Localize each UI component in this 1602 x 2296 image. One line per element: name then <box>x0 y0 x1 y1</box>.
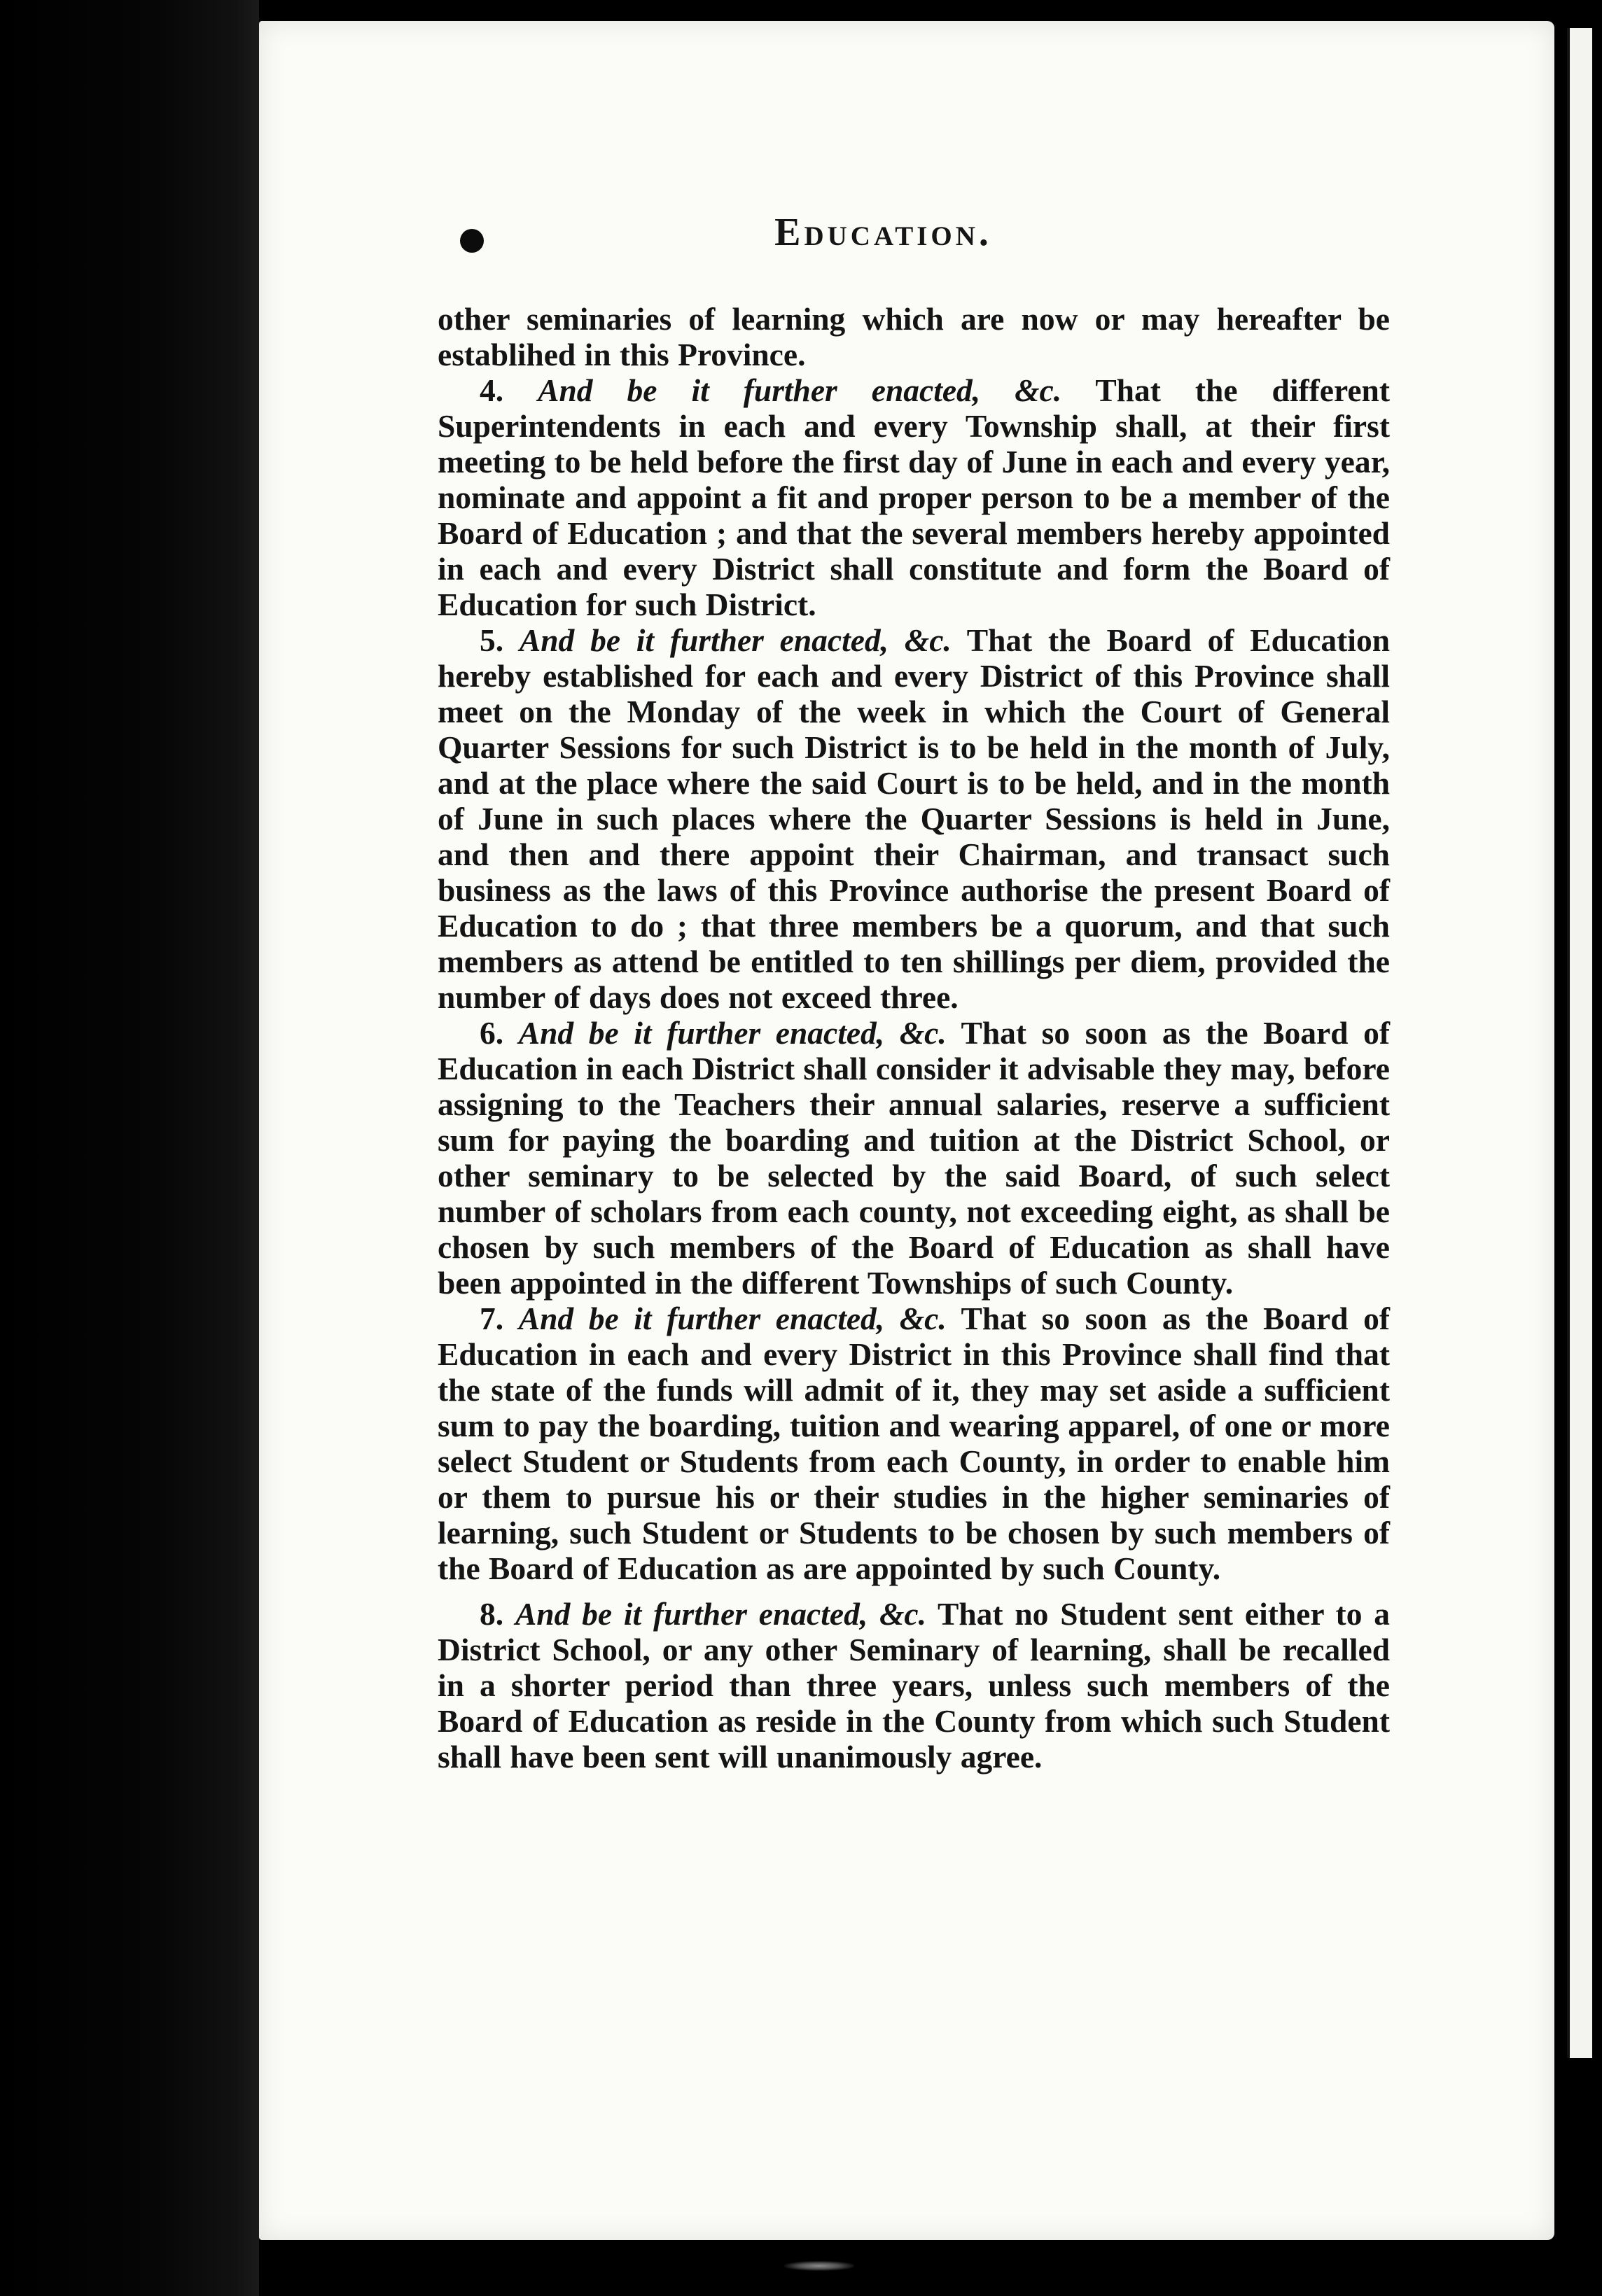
enacting-clause: And be it further enacted, &c. <box>518 1301 947 1336</box>
section-8 <box>438 1596 1390 1774</box>
section-text: That so soon as the Board of Education in each District shall consider it advisable they may, before assigning to the Teachers their annual salaries, reserve a sufficient sum for paying the boarding and tuition at the District School, or other seminary to be selected by the said Board, of such select number of scholars from each county, not exceeding eight, as shall be chosen by such members of the Board of Education as shall have been appointed in the different Townships of such County. <box>438 1015 1391 1301</box>
section-number: 4. <box>480 372 504 408</box>
book-spine-edge <box>0 0 259 2296</box>
running-head: Education. <box>774 211 992 254</box>
enacting-clause: And be it further enacted, &c. <box>519 622 952 658</box>
section-number: 8. <box>480 1596 504 1632</box>
enacting-clause: And be it further enacted, &c. <box>538 372 1062 408</box>
section-text: That so soon as the Board of Education in each and every District in this Province shall find that the state of the funds will admit of it, they may set aside a sufficient sum to pay the boarding, tuition and wearing apparel, of one or more select Student or Students from each County, in order to enable him or them to pursue his or their studies in the higher seminaries of learning, such Student or Students to be chosen by such members of the Board of Education as are appointed by such County. <box>438 1301 1391 1586</box>
section-text: That the different Superintendents in each and every Township shall, at their first meeting to be held before the first day of June in each and every year, nominate and appoint a fit and proper person to be a member of the Board of Education ; and that the several members hereby appointed in each and every District shall constitute and form the Board of Education for such District. <box>438 372 1391 622</box>
section-text: That the Board of Education hereby established for each and every District of this Province shall meet on the Monday of the week in which the Court of General Quarter Sessions for such District is to be held in the month of July, and at the place where the said Court is to be held, and in the month of June in such places where the Quarter Sessions is held in June, and then and there appoint their Chairman, and transact such business as the laws of this Province authorise the present Board of Education to do ; that three members be a quorum, and that such members as attend be entitled to ten shillings per diem, provided the number of days does not exceed three. <box>438 622 1391 1015</box>
section-5 <box>438 622 1390 1015</box>
section-6 <box>438 1015 1390 1301</box>
section-number: 5. <box>480 622 504 658</box>
section-text: That no Student sent either to a District School, or any other Seminary of learning, shall be recalled in a shorter period than three years, unless such members of the Board of Education as reside in the County from which such Student shall have been sent will unanimously agree. <box>438 1596 1391 1774</box>
enacting-clause: And be it further enacted, &c. <box>518 1015 947 1051</box>
opening-paragraph: other seminaries of learning which are now or may hereafter be establihed in this Province. <box>438 301 1390 372</box>
facing-page-edge <box>1567 28 1592 2058</box>
enacting-clause: And be it further enacted, &c. <box>515 1596 926 1632</box>
section-7 <box>438 1301 1390 1586</box>
section-number: 7. <box>480 1301 504 1336</box>
body-text <box>438 301 1390 1774</box>
section-4 <box>438 372 1390 622</box>
section-number: 6. <box>480 1015 504 1051</box>
scan-artifact <box>784 2261 854 2271</box>
